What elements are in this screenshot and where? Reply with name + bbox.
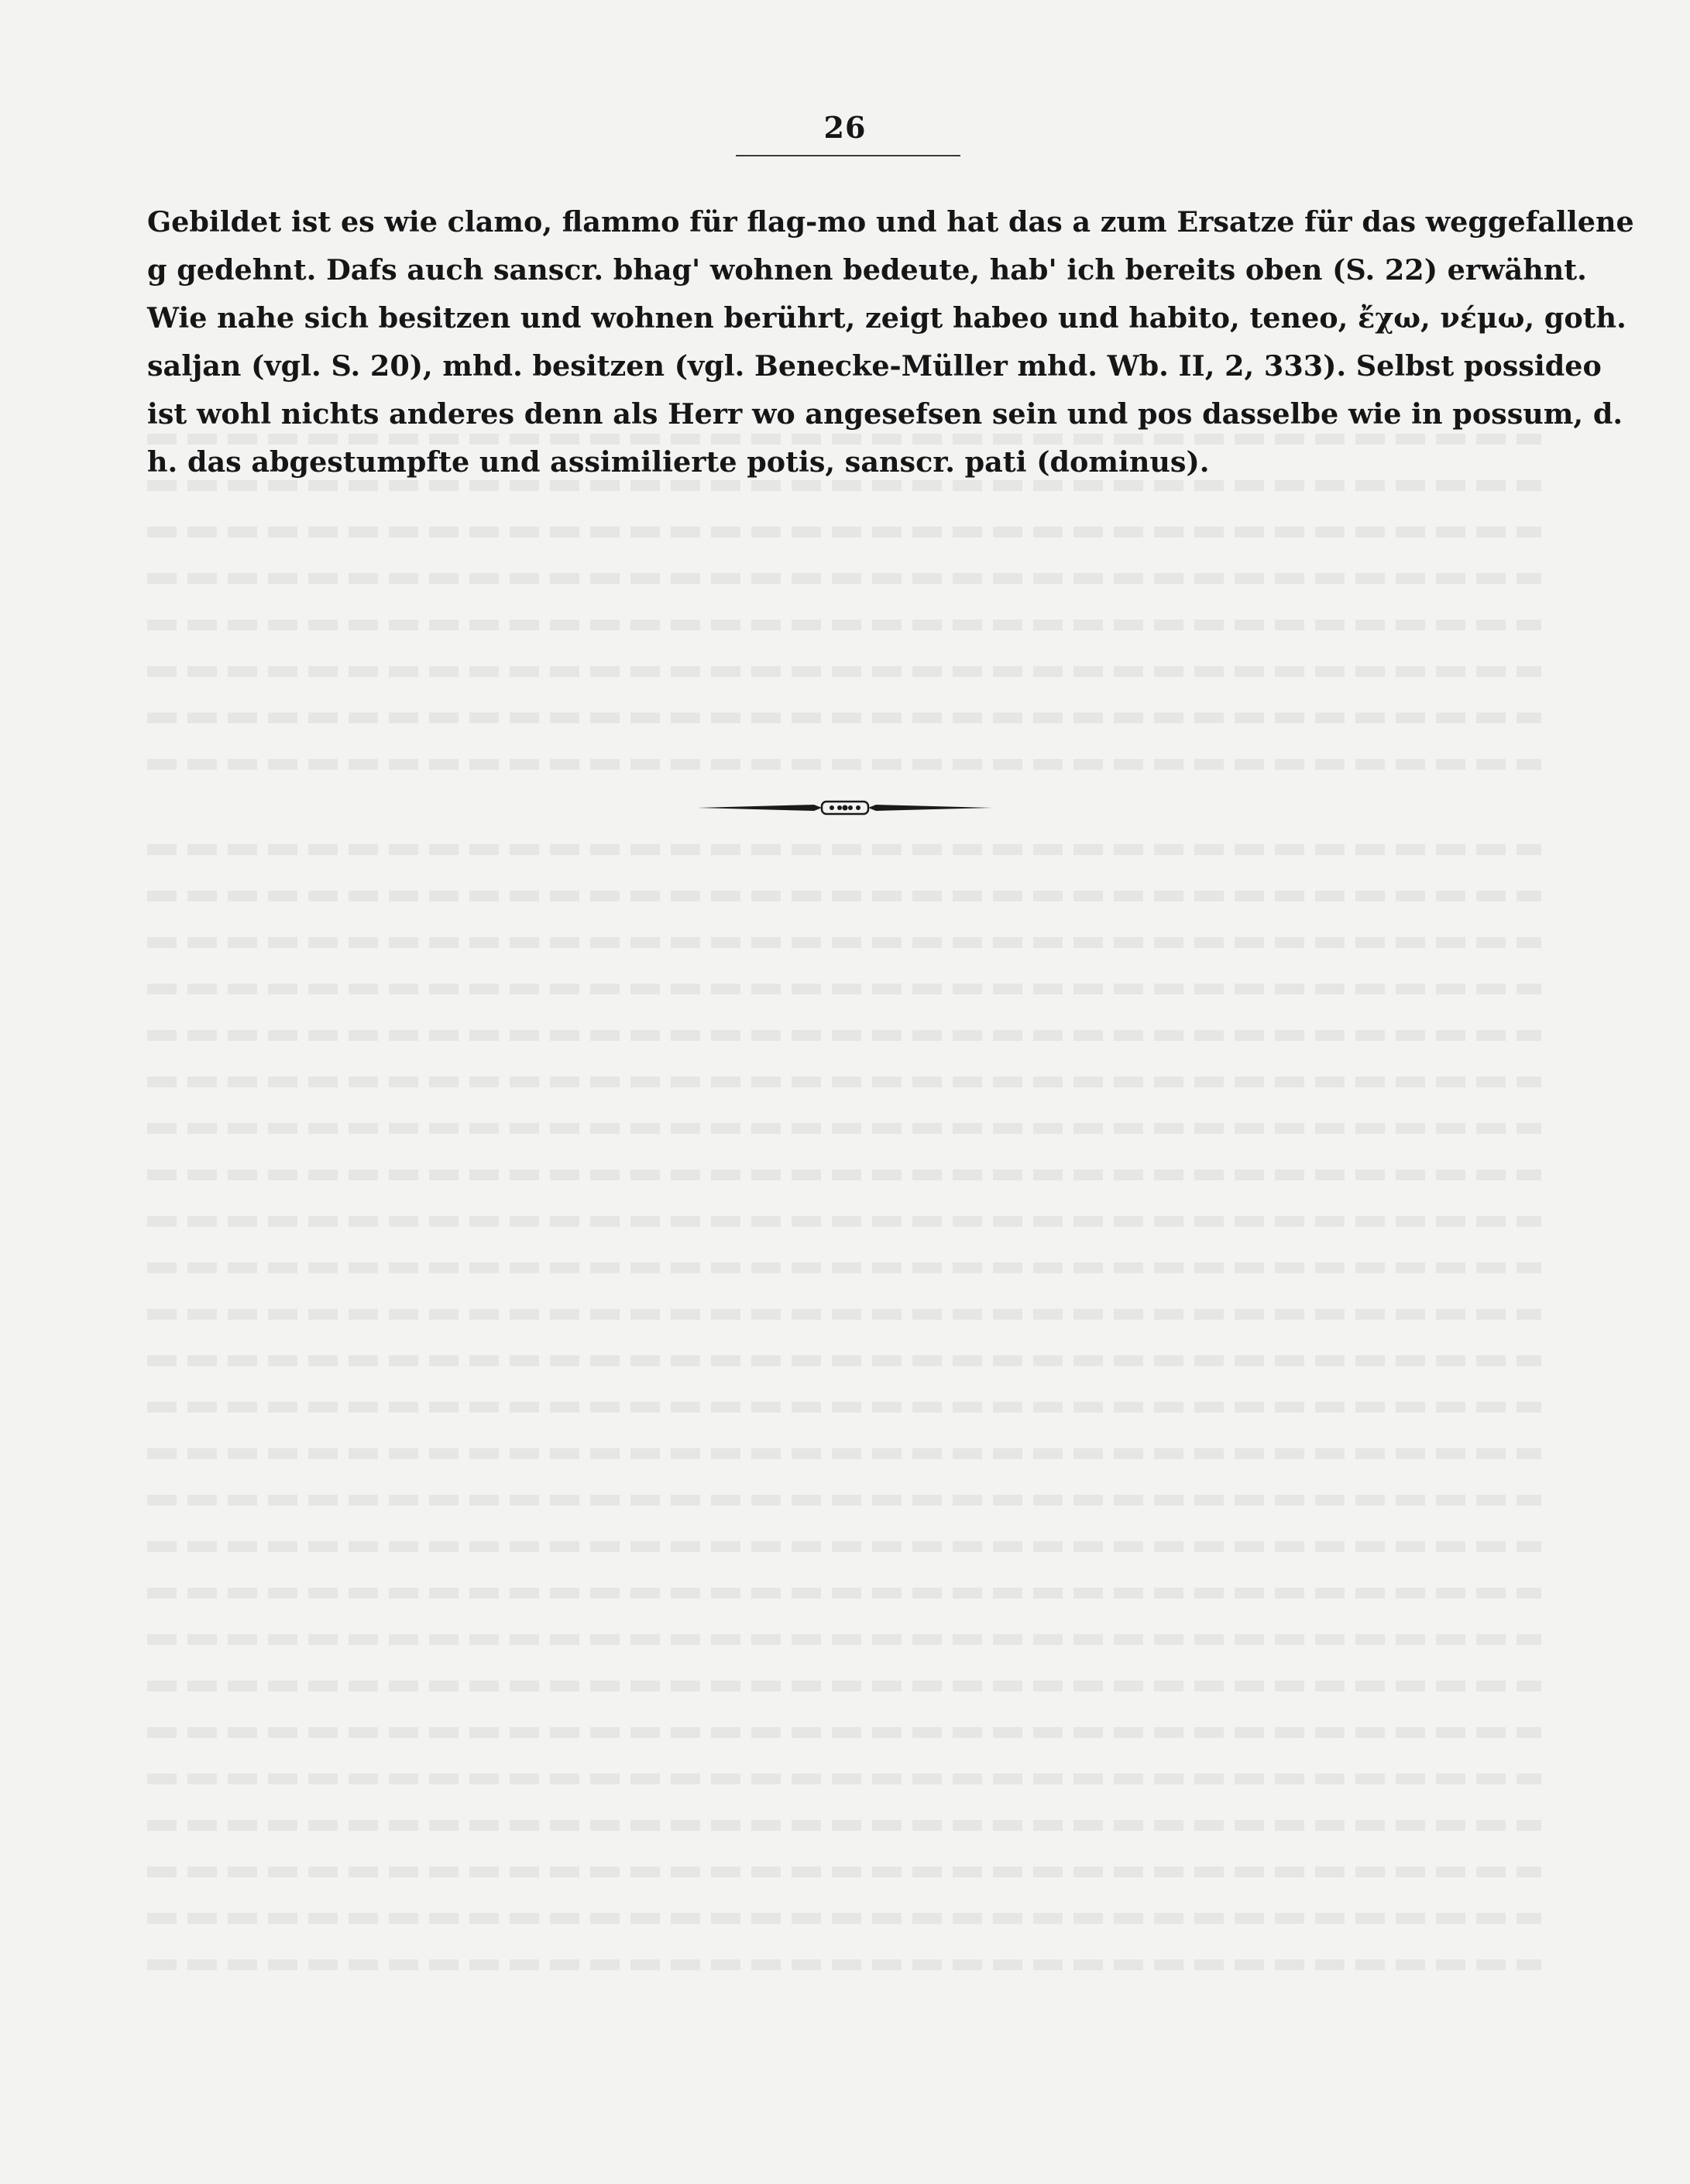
show-through <box>147 1077 1541 1087</box>
ornament-icon <box>698 796 992 819</box>
show-through <box>147 527 1541 537</box>
show-through <box>147 1866 1541 1877</box>
show-through <box>147 1913 1541 1924</box>
show-through <box>147 1774 1541 1784</box>
paragraph-line: g gedehnt. Dafs auch sanscr. bhag' wohnen bedeute, hab' ich bereits oben (S. 22) erwähnt. <box>147 253 1587 287</box>
paragraph-line: Wie nahe sich besitzen und wohnen berührt, zeigt habeo und habito, teneo, ἔχω, νέμω, goth. <box>147 301 1626 335</box>
show-through <box>147 1495 1541 1506</box>
paragraph-line: saljan (vgl. S. 20), mhd. besitzen (vgl. Benecke-Müller mhd. Wb. II, 2, 333). Selbst possideo <box>147 349 1602 383</box>
show-through <box>147 434 1541 445</box>
show-through <box>147 1959 1541 1970</box>
page-number: 26 <box>823 110 867 145</box>
show-through <box>147 480 1541 491</box>
paragraph-line: ist wohl nichts anderes denn als Herr wo angesefsen sein und pos dasselbe wie in possum, d. <box>147 397 1623 431</box>
show-through <box>147 1402 1541 1413</box>
show-through <box>147 1820 1541 1831</box>
show-through <box>147 1030 1541 1041</box>
show-through <box>147 1123 1541 1134</box>
show-through <box>147 1309 1541 1320</box>
show-through <box>147 891 1541 901</box>
show-through <box>147 713 1541 723</box>
show-through <box>147 759 1541 770</box>
show-through <box>147 1588 1541 1599</box>
show-through <box>147 984 1541 994</box>
show-through <box>147 844 1541 855</box>
paragraph-line: Gebildet ist es wie clamo, flammo für flag-mo und hat das a zum Ersatze für das weggefallene <box>147 205 1634 239</box>
show-through <box>147 1169 1541 1180</box>
show-through <box>147 1355 1541 1366</box>
show-through <box>147 1634 1541 1645</box>
show-through <box>147 1262 1541 1273</box>
show-through <box>147 1681 1541 1691</box>
show-through <box>147 620 1541 630</box>
show-through <box>147 1727 1541 1738</box>
ornament-divider <box>0 796 1690 819</box>
paragraph-line: h. das abgestumpfte und assimilierte potis, sanscr. pati (dominus). <box>147 445 1210 479</box>
show-through <box>147 666 1541 677</box>
show-through <box>147 573 1541 584</box>
header-rule <box>736 155 960 156</box>
show-through <box>147 937 1541 948</box>
show-through <box>147 1448 1541 1459</box>
show-through <box>147 1216 1541 1227</box>
show-through <box>147 1541 1541 1552</box>
